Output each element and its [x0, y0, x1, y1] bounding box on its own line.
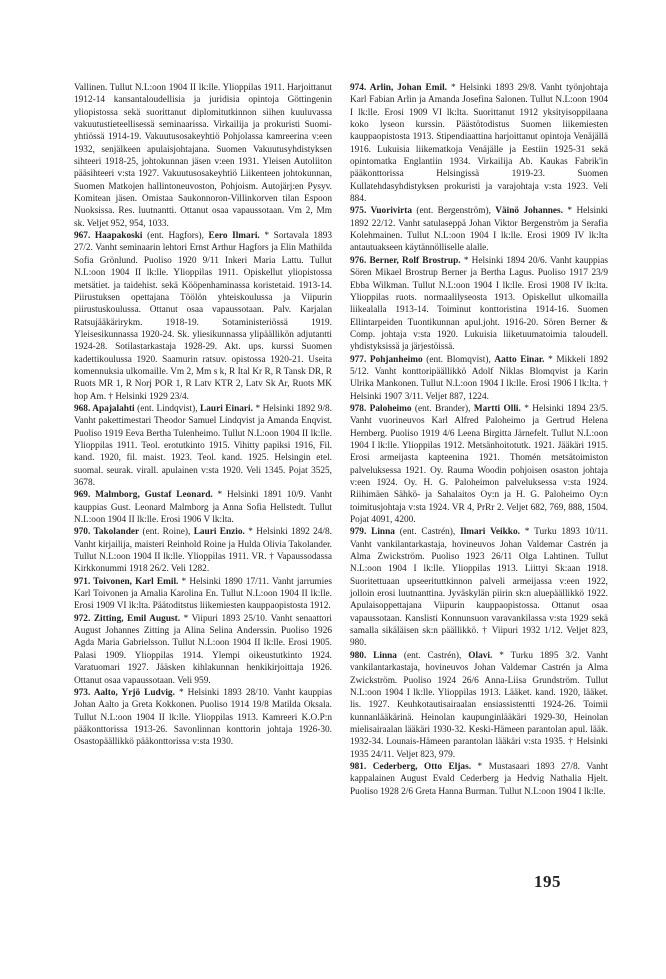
- entry-number: 971.: [74, 576, 94, 587]
- entry-body: * Helsinki 1892 9/8. Vanht pakettimestari Theodor Samuel Lindqvist ja Amanda Enqvist. Puoliso 1919 Eeva Bertha Tulenheimo. Tullut N.L:oon 1904 II lk:lle. Ylioppilas 1911. Teol. erotutkinto 1915. Vihitty papiksi 1916, Fil. kand. 1920, fil. maist. 1923. Teol. kand. 1925. Helsingin etel. suomal. seurak. virall. apulainen v:sta 1920. Veli 1345. Pojat 3525, 3678.: [74, 403, 332, 488]
- entry-given-names: Aatto Einar.: [494, 354, 545, 365]
- biography-entry: [350, 650, 608, 761]
- entry-name: Arlin, Johan Emil.: [369, 83, 447, 93]
- entry-name: Malmborg, Gustaf Leonard.: [95, 490, 213, 501]
- entry-former-name: (ent. Castrén),: [394, 527, 461, 538]
- entry-name: Berner, Rolf Brostrup.: [369, 255, 461, 266]
- biography-entry: [74, 489, 332, 526]
- entry-given-names: Martti Olli.: [473, 403, 521, 414]
- entry-body: * Helsinki 1890 17/11. Vanht jarrumies Karl Toivonen ja Amalia Karolina En. Tullut N.L:oon 1904 II lk:lle. Erosi 1909 VI lk:lta. Päätoditstus liikemiesten kauppaopistosta 1912.: [74, 576, 332, 612]
- biography-entry: [350, 354, 608, 403]
- entry-body: * Sortavala 1893 27/2. Vanht seminaarin lehtori Ernst Arthur Hagfors ja Elin Mathilda Sofia Grönlund. Puoliso 1920 9/11 Inkeri Maria Lattu. Tullut N.L:oon 1904 II lk:lle. Ylioppilas 1911. Opiskellut yliopistossa metsätiet. ja taidehist. sekä Kööpenhaminassa koristetaid. 1913-14. Piirustuksen opettajana Töölön yhteiskoulussa ja Viipurin piirustuskoulussa. Ottanut osaa vapaussotaan. Palv. Karjalan Ratsujääkärirykm. 1918-19. Sotaministeriössä 1919. Yleisesikunnassa 1920-24. Sk. yliesikunnassa ylipäällikön adjutantti 1924-28. Sotilastarkastaja 1928-29. Akt. ups. kurssi Suomen kadettikoulussa 1920. Saamurin ratsuv. opistossa 1920-21. Useita komennuksia ulkomaille. Vm 2, Mm s k, R Ital Kr R, R Tansk DR, R Ruots MR 1, R Norj POR 1, R Latv KTR 2, Latv Sk Ar, Ruots MK hop Am. † Helsinki 1929 23/4.: [74, 231, 333, 402]
- entry-name: Zitting, Emil August.: [93, 613, 181, 624]
- entry-number: 970.: [74, 527, 94, 538]
- entry-body: * Helsinki 1893 28/10. Vanht kauppias Johan Aalto ja Greta Kokkonen. Puoliso 1914 19/8 Matilda Oksala. Tullut N.L:oon 1904 II lk:lle. Ylioppilas 1913. Kamreeri K.O.P:n pääkonttorissa 1913-26. Savonlinnan konttorin johtaja 1926-30. Osastopäällikkö pääkonttorissa v:sta 1930.: [74, 687, 332, 748]
- entry-number: 967.: [74, 231, 95, 242]
- entry-number: 968.: [74, 403, 93, 414]
- entry-body: * Helsinki 1894 20/6. Vanht kauppias Sören Mikael Brostrup Berner ja Bertha Lagus. Puoliso 1917 23/9 Ebba Wilkman. Tullut N.L:oon 1904 I lk:lle. Erosi 1908 IV lk:lta. Ylioppilas ruots. normaalilyseosta 1913. Opiskellut ulkomailla liikealalla 1913-14. Toiminut konttoristina 1914-16. Suomen Ellintarpeiden Tuontikunnan apul.joht. 1916-20. Sören Berner & Comp. johtaja v:sta 1920. Lukuisia liiketuumatoimia taloudell. yhdistyksissä ja järjestöissä.: [350, 255, 609, 353]
- entry-name: Paloheimo: [369, 403, 412, 414]
- entry-number: 978.: [350, 403, 370, 414]
- entry-number: 976.: [350, 255, 370, 266]
- entry-body: * Helsinki 1892 24/8. Vanht kirjailija, maisteri Reinhold Roine ja Hulda Olivia Takolander. Tullut N.L:oon 1904 II lk:lle. Ylioppilas 1911. VR. † Vapaussodassa Kirkkonummi 1918 26/2. Veli 1282.: [74, 527, 332, 575]
- biography-entry: [74, 230, 332, 403]
- entry-name: Cederberg, Otto Eljas.: [372, 761, 472, 772]
- entry-given-names: Ilmari Veikko.: [460, 527, 520, 538]
- entry-number: 980.: [350, 650, 374, 661]
- entry-body: * Helsinki 1894 23/5. Vanht vuorineuvos Karl Alfred Paloheimo ja Gertrud Helena Hernberg. Puoliso 1919 4/6 Leena Birgitta Järnefelt. Tullut N.L:oon 1904 I lk:lle. Ylioppilas 1912. Metsänhoitotutk. 1921. Jääkäri 1915. Erosi armeijasta kapteenina 1921. Thomén metsätoimiston palveluksessa 1921. Oy. Rauma Woodin pohjoisen osaston johtaja v:een 1924. Oy. H. G. Paloheimon palveluksessa v:sta 1924. Riihimäen Sähkö- ja Sahalaitos Oy:n ja H. G. Paloheimo Oy:n toimitusjohtaja v:sta 1924. VR 4, PrRr 2. Veljet 682, 769, 888, 1504. Pojat 4091, 4200.: [350, 403, 608, 526]
- biography-entry: [350, 403, 608, 526]
- page-number: 195: [534, 872, 561, 891]
- entry-former-name: (ent. Roine),: [139, 527, 194, 538]
- entry-number: 979.: [350, 527, 372, 538]
- entry-body: * Helsinki 1893 29/8. Vanht työnjohtaja Karl Fabian Arlin ja Amanda Josefina Salonen. Tullut N.L:oon 1904 I lk:lle. Erosi 1909 VI lk:lta. Suorittanut 1912 yksityisoppilaana koko lyseon kurssin. Päästötodistus Suomen liikemiesten kauppaopistosta 1913. Stipendiaattina harjoittanut opintoja Venäjällä 1916. Lukuisia liikematkoja Venäjälle ja Eestiin 1925-31 sekä opintomatka Englantiin 1934. Virkailija Ab. Kaukas Fabrik'in pääkonttorissa Helsingissä 1919-23. Suomen Kullatehdasyhdistyksen prokuristi ja varajohtaja v:sta 1923. Veli 884.: [350, 83, 608, 205]
- entry-number: 973.: [74, 687, 94, 698]
- biography-entry: [350, 82, 608, 205]
- entry-given-names: Olavi.: [468, 650, 493, 661]
- entry-name: Linna: [373, 650, 397, 661]
- entry-name: Aalto, Yrjö Ludvig.: [93, 687, 175, 698]
- biography-entry: [74, 82, 332, 230]
- entry-body: * Viipuri 1893 25/10. Vanht senaattori August Johannes Zitting ja Alina Selina Anderssin. Puoliso 1926 Agda Maria Gabrielsson. Tullut N.L:oon 1904 II lk:lle. Erosi 1905. Palasi 1909. Ylioppilas 1914. Ylempi oikeustutkinto 1924. Varatuomari 1927. Jääsken kihlakunnan henkikirjoittaja 1926. Ottanut osaa vapaussotaan. Veli 959.: [74, 613, 332, 686]
- biography-entry: [74, 403, 332, 489]
- right-column: [350, 82, 608, 798]
- entry-body: * Turku 1893 10/11. Vanht vankilantarkastaja, hovineuvos Johan Valdemar Castrén ja Alma Zwickström. Puoliso 1923 26/11 Olga Lahtinen. Tullut N.L:oon 1904 I lk:lle. Ylioppilas 1913. Liittyi Sk:aan 1918. Suoritettuaan upseerituttkinnon palveli armeijassa v:een 1922, jolloin erosi luutnanttina. Jyväskylän piirin sk:n aluepäällikkö 1922. Apulaisoppettajana Viipurin kauppaopistossa. Ottanut osaa vapaussotaan. Kanslisti Konnunsuon varavankilassa v:sta 1929 sekä samalla sikäläisen sk:n päällikkö. † Viipuri 1932 1/12. Veljet 823, 980.: [350, 527, 608, 649]
- entry-body: * Helsinki 1892 22/12. Vanht satulaseppä Johan Viktor Bergenström ja Serafia Kolehmainen. Tullut N.L:oon 1904 I lk:lle. Erosi 1909 IV lk:lta antautuakseen käytännölliselle alalle.: [350, 206, 608, 254]
- entry-name: Pohjanheimo: [369, 354, 423, 365]
- entry-name: Apajalahti: [92, 403, 135, 414]
- entry-body: Vallinen. Tullut N.L:oon 1904 II lk:lle. Ylioppilas 1911. Harjoittanut 1912-14 kansantaloudellisia ja juridisia opintoja Göttingenin yliopistossa sekä suorittanut diplomitutkinnon siihen kuuluvassa vakuutustieteellisessä seminaarissa. Virkailija ja prokuristi Suomi-yhtiössä 1914-19. Vakuutusosakeyhtiö Pohjolassa kamreerina v:een 1932, senjälkeen apulaisjohtajana. Suomen Vakuutusyhdistyksen sihteeri 1918-25, johtokunnan jäsen v:een 1931. Yleisen Autoliiton pääsihteeri v:sta 1927. Vakuutusosakeyhtiö Liikenteen johtokunnan, Suomen Matkojen hallintoneuvoston, Pohjoism. Autojärj:en Pysyv. Komitean jäsen. Omistaa Saukonnoron-Villinkorven tilan Espoon Nuoksissa. Res. luutnantti. Ottanut osaa vapaussotaan. Vm 2, Mm sk. Veljet 952, 954, 1033.: [74, 83, 332, 229]
- entry-number: 972.: [74, 613, 94, 624]
- biography-entry: [350, 255, 608, 354]
- biography-entry: [74, 576, 332, 613]
- biography-entry: [74, 687, 332, 749]
- biography-entry: [74, 526, 332, 575]
- entry-number: 977.: [350, 354, 370, 365]
- entry-former-name: (ent. Castrén),: [396, 650, 469, 661]
- entry-former-name: (ent. Blomqvist),: [422, 354, 495, 365]
- entry-given-names: Lauri Einari.: [200, 403, 253, 414]
- entry-body: * Mustasaari 1893 27/8. Vanht kappalainen August Evald Cederberg ja Hedvig Nathalia Hjelt. Puoliso 1928 2/6 Greta Hanna Burman. Tullut N.L:oon 1904 I lk:lle.: [350, 761, 609, 797]
- entry-given-names: Väinö Johannes.: [495, 206, 563, 217]
- entry-number: 981.: [350, 761, 373, 772]
- entry-name: Haapakoski: [94, 231, 143, 242]
- left-column: [74, 82, 332, 798]
- entry-number: 975.: [350, 206, 371, 217]
- entry-name: Takolander: [93, 527, 140, 538]
- entry-name: Toivonen, Karl Emil.: [93, 576, 179, 587]
- entry-body: * Mikkeli 1892 5/12. Vanht konttoripäällikkö Adolf Niklas Blomqvist ja Karin Ulrika Mankonen. Tullut N.L:oon 1904 I lk:lle. Erosi 1906 I lk:lta. † Helsinki 1907 3/11. Veljet 887, 1224.: [350, 354, 609, 402]
- biography-entry: [74, 613, 332, 687]
- entry-given-names: Eero Ilmari.: [208, 231, 260, 242]
- biography-entry: [350, 205, 608, 254]
- two-column-text: [74, 82, 608, 798]
- entry-body: * Turku 1895 3/2. Vanht vankilantarkastaja, hovineuvos Johan Valdemar Castrén ja Alma Zwickström. Puoliso 1924 26/6 Anna-Liisa Grundström. Tullut N.L:oon 1904 I lk:lle. Ylioppilas 1913. Lääket. kand. 1920, lääket. lis. 1927. Keuhkotautisairaalan ensiassistentti 1924-26. Toimii kunnanlääkärinä. Heinolan kaupunginlääkäri 1929-30, Heinolan mielisairaalan lääkäri 1930-32. Keski-Hämeen parantolan apul. lääk. 1932-34. Lounais-Hämeen parantolan lääkäri v:sta 1935. † Helsinki 1935 24/11. Veljet 823, 979.: [350, 650, 608, 760]
- entry-body: * Helsinki 1891 10/9. Vanht kauppias Gust. Leonard Malmborg ja Anna Sofia Hellstedt. Tullut N.L:oon 1904 II lk:lle. Erosi 1906 V lk:lta.: [74, 490, 332, 526]
- biography-entry: [350, 761, 608, 798]
- entry-former-name: (ent. Hagfors),: [142, 231, 209, 242]
- entry-former-name: (ent. Bergenström),: [412, 206, 496, 217]
- entry-given-names: Lauri Enzio.: [193, 527, 245, 538]
- entry-former-name: (ent. Lindqvist),: [134, 403, 201, 414]
- entry-former-name: (ent. Brander),: [411, 403, 474, 414]
- entry-name: Linna: [371, 527, 395, 538]
- biography-entry: [350, 526, 608, 649]
- entry-number: 969.: [74, 490, 96, 501]
- entry-name: Vuorivirta: [370, 206, 413, 217]
- entry-number: 974.: [350, 83, 370, 93]
